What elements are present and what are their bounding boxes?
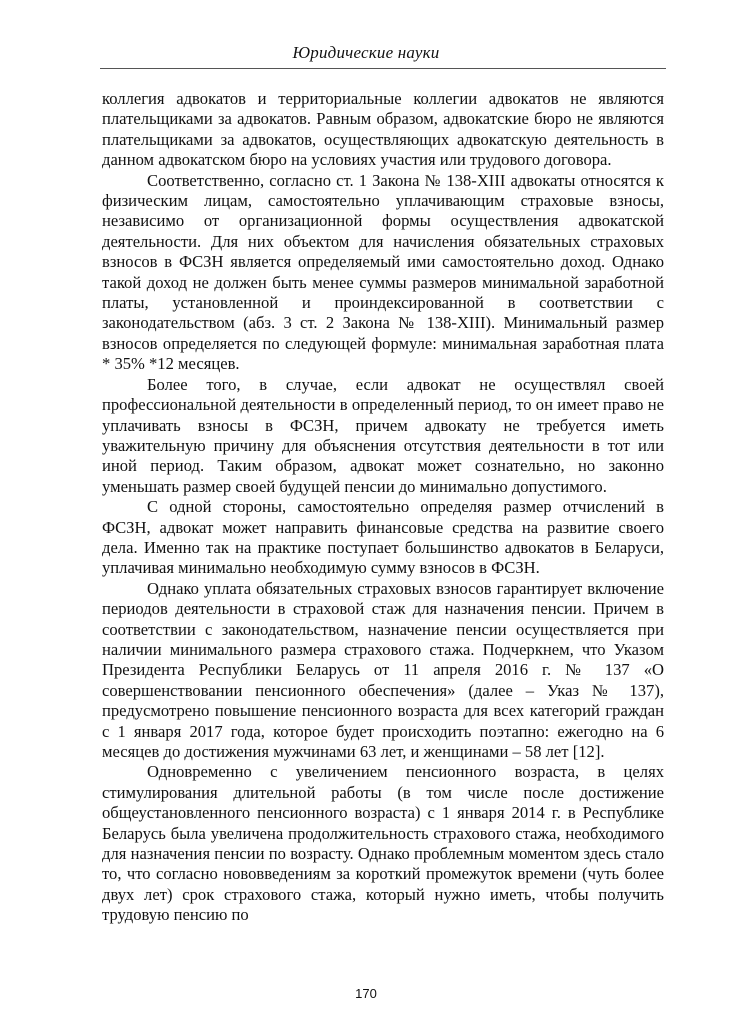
header-rule <box>100 68 666 69</box>
paragraph: коллегия адвокатов и территориальные коллегии адвокатов не являются плательщиками за адвокатов. Равным образом, адвокатские бюро не являются плательщиками за адвокатов, осуществляющих адвокатскую деятельность в данном адвокатском бюро на условиях участия или трудового договора. <box>102 89 664 170</box>
paragraph: Однако уплата обязательных страховых взносов гарантирует включение периодов деятельности в страховой стаж для назначения пенсии. Причем в соответствии с законодательством, назначение пенсии осуществляется при наличии минимального размера страхового стажа. Подчеркнем, что Указом Президента Республики Беларусь от 11 апреля 2016 г. № 137 «О совершенствовании пенсионного обеспечения» (далее – Указ № 137), предусмотрено повышение пенсионного возраста для всех категорий граждан с 1 января 2017 года, которое будет происходить поэтапно: ежегодно на 6 месяцев до достижения мужчинами 63 лет, и женщинами – 58 лет [12]. <box>102 578 664 761</box>
running-header: Юридические науки <box>292 43 440 62</box>
page-number: 170 <box>355 986 377 1001</box>
paragraph: Более того, в случае, если адвокат не осуществлял своей профессиональной деятельности в определенный период, то он имеет право не уплачивать взносы в ФСЗН, причем адвокату не требуется иметь уважительную причину для объяснения отсутствия деятельности в тот или иной период. Таким образом, адвокат может сознательно, но законно уменьшать размер своей будущей пенсии до минимально допустимого. <box>102 374 664 496</box>
body-text <box>102 89 664 926</box>
paragraph: Соответственно, согласно ст. 1 Закона № 138-XIII адвокаты относятся к физическим лицам, самостоятельно уплачивающим страховые взносы, независимо от организационной формы осуществления адвокатской деятельности. Для них объектом для начисления обязательных страховых взносов в ФСЗН является определяемый ими самостоятельно доход. Однако такой доход не должен быть менее суммы размеров минимальной заработной платы, установленной и проиндексированной в соответствии с законодательством (абз. 3 ст. 2 Закона № 138-XIII). Минимальный размер взносов определяется по следующей формуле: минимальная заработная плата * 35% *12 месяцев. <box>102 170 664 374</box>
paragraph: С одной стороны, самостоятельно определяя размер отчислений в ФСЗН, адвокат может направить финансовые средства на развитие своего дела. Именно так на практике поступает большинство адвокатов в Беларуси, уплачивая минимально необходимую сумму взносов в ФСЗН. <box>102 497 664 578</box>
paragraph: Одновременно с увеличением пенсионного возраста, в целях стимулирования длительной работы (в том числе после достижение общеустановленного пенсионного возраста) с 1 января 2014 г. в Республике Беларусь была увеличена продолжительность страхового стажа, необходимого для назначения пенсии по возрасту. Однако проблемным моментом здесь стало то, что согласно нововведениям за короткий промежуток времени (чуть более двух лет) срок страхового стажа, который нужно иметь, чтобы получить трудовую пенсию по <box>102 762 664 925</box>
